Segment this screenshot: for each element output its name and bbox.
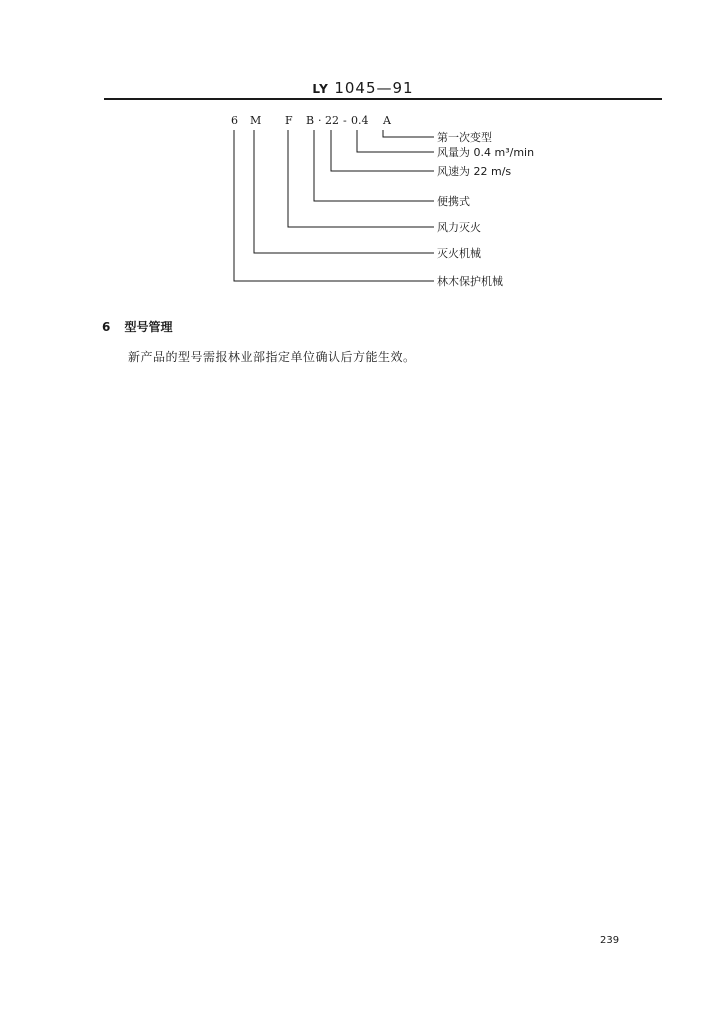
code-part-04: 0.4 (351, 114, 369, 127)
section-number: 6 (102, 320, 111, 334)
standard-number: 1045—91 (334, 79, 414, 97)
label-forest-machinery: 林木保护机械 (437, 275, 503, 288)
bracket-line-wind-extinguish (288, 130, 434, 227)
code-part-b: B (306, 114, 315, 127)
label-wind-extinguish: 风力灭火 (437, 221, 481, 234)
section-body: 新产品的型号需报林业部指定单位确认后方能生效。 (128, 350, 416, 364)
code-part-22: 22 (325, 114, 339, 127)
section-heading (102, 318, 173, 335)
label-airspeed: 风速为 22 m/s (437, 165, 512, 178)
model-code-diagram (0, 0, 726, 300)
label-portable: 便携式 (437, 195, 470, 208)
label-fire-machinery: 灭火机械 (437, 247, 481, 260)
label-first-variant: 第一次变型 (437, 131, 492, 144)
standard-code: LY (312, 82, 329, 96)
page-number: 239 (600, 935, 620, 946)
code-part-m: M (250, 114, 262, 127)
code-part-a: A (383, 114, 391, 127)
code-part-f: F (285, 114, 293, 127)
label-airflow: 风量为 0.4 m³/min (437, 146, 535, 159)
bracket-line-variant (383, 130, 434, 137)
bracket-line-portable (314, 130, 434, 201)
code-part-dash: - (343, 114, 347, 127)
code-part-6: 6 (231, 114, 238, 127)
code-part-dot: · (318, 114, 322, 127)
bracket-line-airflow (357, 130, 434, 152)
section-title: 型号管理 (124, 320, 173, 334)
bracket-line-fire-machinery (254, 130, 434, 253)
bracket-line-forest-machinery (234, 130, 434, 281)
